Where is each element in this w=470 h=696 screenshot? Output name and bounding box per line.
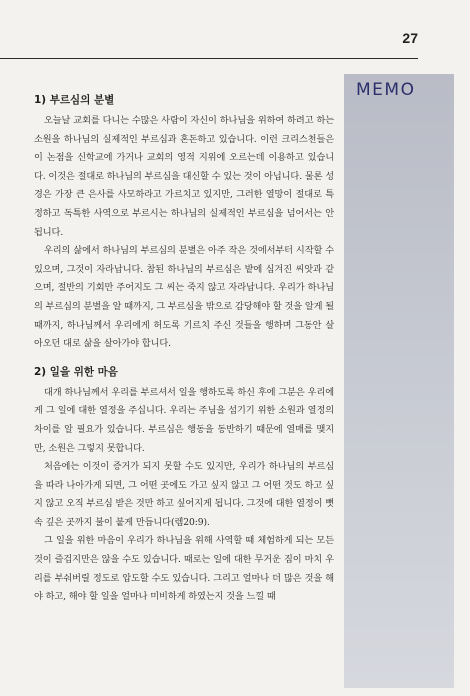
memo-panel	[344, 74, 454, 688]
header-rule	[0, 58, 418, 59]
paragraph: 처음에는 이것이 증거가 되지 못할 수도 있지만, 우리가 하나님의 부르심을 따라 나아가게 되면, 그 어떤 곳에도 가고 싶지 않고 그 어떤 것도 하고 싶지 않고 오직 부르심 받은 것만 하고 싶어지게 됩니다. 그것에 대한 열정이 뼛속 깊은 곳까지 불이 붙게 만듭니다(렘20:9).	[34, 461, 334, 528]
section-heading: 2) 일을 위한 마음	[34, 365, 118, 378]
paragraph: 우리의 삶에서 하나님의 부르심의 분별은 아주 작은 것에서부터 시작할 수 있으며, 그것이 자라납니다. 참된 하나님의 부르심은 밭에 심겨진 씨앗과 같으며, 절반의 기회만 주어지도 그 씨는 죽지 않고 자라납니다. 우리가 하나님의 부르심의 분별을 알 때까지, 그 부르심을 밖으로 감당해야 할 것을 알게 될 때까지, 하나님께서 우리에게 허도록 기르치 주신 것들을 행하며 그동안 살아오던 대로 삶을 살아가야 합니다.	[34, 245, 334, 350]
section-2	[34, 364, 334, 607]
memo-label: MEMO	[356, 80, 416, 100]
section-1	[34, 92, 334, 354]
page-number: 27	[402, 30, 418, 46]
section-heading: 1) 부르심의 분별	[34, 94, 115, 106]
paragraph: 오늘날 교회를 다니는 수많은 사람이 자신이 하나님을 위하여 하려고 하는 소원을 하나님의 실제적인 부르심과 혼돈하고 있습니다. 이런 크리스천들은 이 논점을 신학교에 가거나 교회의 영적 지위에 오르는데 이용하고 있습니다. 이것은 절대로 하나님의 부르심을 대신할 수 있는 것이 아닙니다. 물론 성경은 가장 큰 은사를 사모하라고 가르치고 있지만, 그러한 열망이 절대로 특정하고 독특한 사역으로 부르시는 하나님의 실제적인 부르심을 넘어서는 안됩니다.	[34, 115, 334, 238]
paragraph: 그 일을 위한 마음이 우리가 하나님을 위해 사역할 때 체험하게 되는 모든 것이 즐겁지만은 않을 수도 있습니다. 때로는 일에 대한 무거운 짐이 마치 우리를 부숴버릴 정도로 압도할 수도 있습니다. 그리고 얼마나 더 많은 것을 해야 하고, 해야 할 일을 얼마나 미비하게 하였는지 것을 느낄 때	[34, 535, 334, 603]
paragraph: 대개 하나님께서 우리를 부르셔서 일을 행하도록 하신 후에 그분은 우리에게 그 일에 대한 열정을 주십니다. 우리는 주님을 섬기기 위한 소원과 열정의 차이를 알 필요가 있습니다. 부르심은 행동을 동반하기 때문에 열매를 맺지만, 소원은 그렇지 못합니다.	[34, 386, 334, 454]
main-content	[34, 92, 334, 607]
